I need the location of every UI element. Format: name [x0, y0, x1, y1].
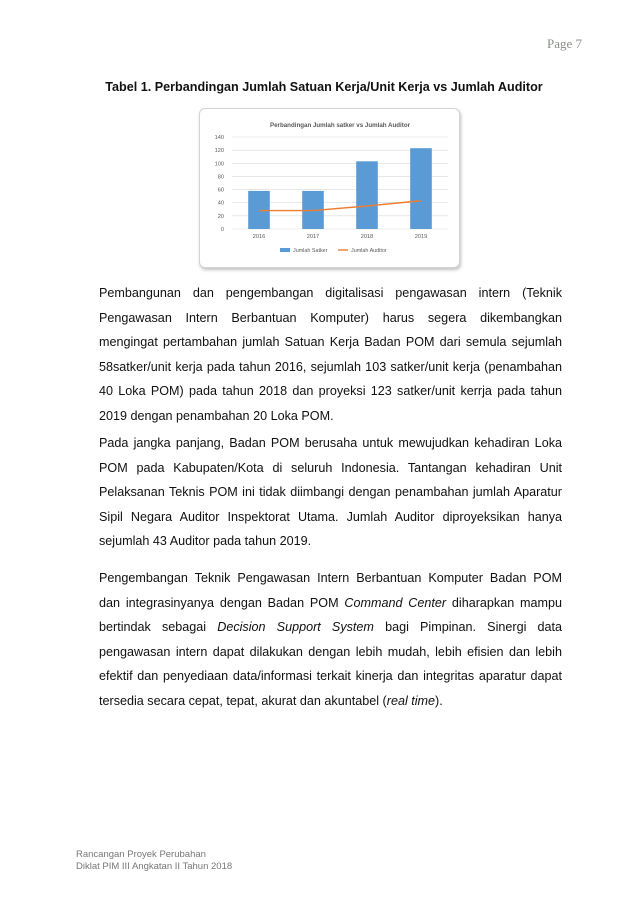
legend-swatch-satker — [280, 248, 290, 252]
p2-line: Pada jangka panjang, Badan POM berusaha untuk mewujudkan kehadiran Loka — [99, 436, 562, 450]
p3-text: dan integrasinyanya dengan Badan POM — [99, 595, 339, 610]
page-number: Page 7 — [546, 36, 582, 51]
p2-line: hanya sejumlah 43 Auditor pada tahun 2019. — [99, 509, 563, 548]
chart-frame — [199, 108, 460, 268]
bar-jumlah-satker — [356, 161, 378, 229]
paragraph-1 — [99, 281, 562, 428]
p1-line: Pembangunan dan pengembangan digitalisasi pengawasan intern (Teknik — [99, 286, 562, 300]
y-tick-label: 0 — [220, 227, 224, 233]
p3-text: diharapkan mampu — [451, 595, 563, 610]
p2-line: Aparatur Sipil Negara Auditor Inspektorat Utama. Jumlah Auditor diproyeksikan — [99, 485, 562, 524]
p1-line: kerrja pada tahun 2019 dengan penambahan 20 Loka POM. — [99, 384, 562, 423]
p3-text: ). — [435, 693, 443, 708]
legend-label: Jumlah Satker — [293, 248, 328, 254]
p1-line: (penambahan 40 Loka POM) pada tahun 2018 dan proyeksi 123 satker/unit — [99, 359, 563, 398]
table-caption: Tabel 1. Perbandingan Jumlah Satuan Kerja/Unit Kerja vs Jumlah Auditor — [105, 80, 543, 94]
combo-chart — [200, 109, 459, 267]
footer-line-1: Rancangan Proyek Perubahan — [76, 849, 206, 860]
y-tick-label: 120 — [214, 148, 224, 155]
bar-jumlah-satker — [410, 148, 432, 229]
y-tick-label: 100 — [214, 161, 224, 168]
p3-line: Pengembangan Teknik Pengawasan Intern Berbantuan Komputer Badan POM — [99, 571, 562, 585]
y-tick-label: 20 — [217, 213, 224, 220]
x-tick-label: 2016 — [252, 234, 266, 240]
p3-italic-dss: Decision Support System — [217, 620, 374, 634]
footer — [76, 849, 232, 873]
paragraph-2-text — [99, 431, 562, 554]
p3-line: efektif dan penyediaan data/informasi terkait kinerja dan integritas aparatur dapat — [99, 669, 562, 683]
p1-line: 58satker/unit kerja pada tahun 2016, sejumlah 103 satker/unit kerja — [99, 359, 481, 374]
paragraph-1-text — [99, 281, 562, 428]
p1-line: mengingat pertambahan jumlah Satuan Kerja Badan POM dari semula sejumlah — [99, 335, 562, 349]
p2-line: Pelaksanan Teknis POM ini tidak diimbangi dengan penambahan jumlah — [99, 485, 510, 499]
y-tick-label: 60 — [217, 187, 224, 194]
p3-text: bagi Pimpinan. Sinergi data — [385, 620, 563, 634]
p1-line: Pengawasan Intern Berbantuan Komputer) harus segera dikembangkan — [99, 310, 562, 325]
p3-italic-real-time: real time — [386, 693, 436, 708]
legend-label: Jumlah Auditor — [351, 248, 387, 254]
p3-text: tersedia secara cepat, tepat, akurat dan akuntabel ( — [99, 693, 387, 708]
x-tick-label: 2019 — [414, 234, 428, 240]
paragraph-3-text — [99, 566, 562, 713]
line-jumlah-auditor — [259, 201, 421, 211]
p2-line: POM pada Kabupaten/Kota di seluruh Indonesia. Tantangan kehadiran Unit — [99, 460, 562, 475]
y-tick-label: 40 — [217, 200, 224, 207]
x-tick-label: 2017 — [306, 234, 320, 240]
p3-line: pengawasan intern dapat dilakukan dengan lebih mudah, lebih efisien dan lebih — [99, 644, 562, 659]
p3-text: bertindak sebagai — [99, 620, 207, 634]
y-tick-label: 80 — [217, 174, 224, 181]
paragraph-3 — [99, 566, 562, 713]
footer-line-2: Diklat PIM III Angkatan II Tahun 2018 — [76, 861, 233, 872]
y-tick-label: 140 — [214, 135, 224, 141]
paragraph-2 — [99, 431, 562, 554]
chart-title: Perbandingan Jumlah satker vs Jumlah Auditor — [269, 122, 411, 129]
p3-italic-command-center: Command Center — [344, 595, 447, 610]
x-tick-label: 2018 — [360, 234, 374, 240]
